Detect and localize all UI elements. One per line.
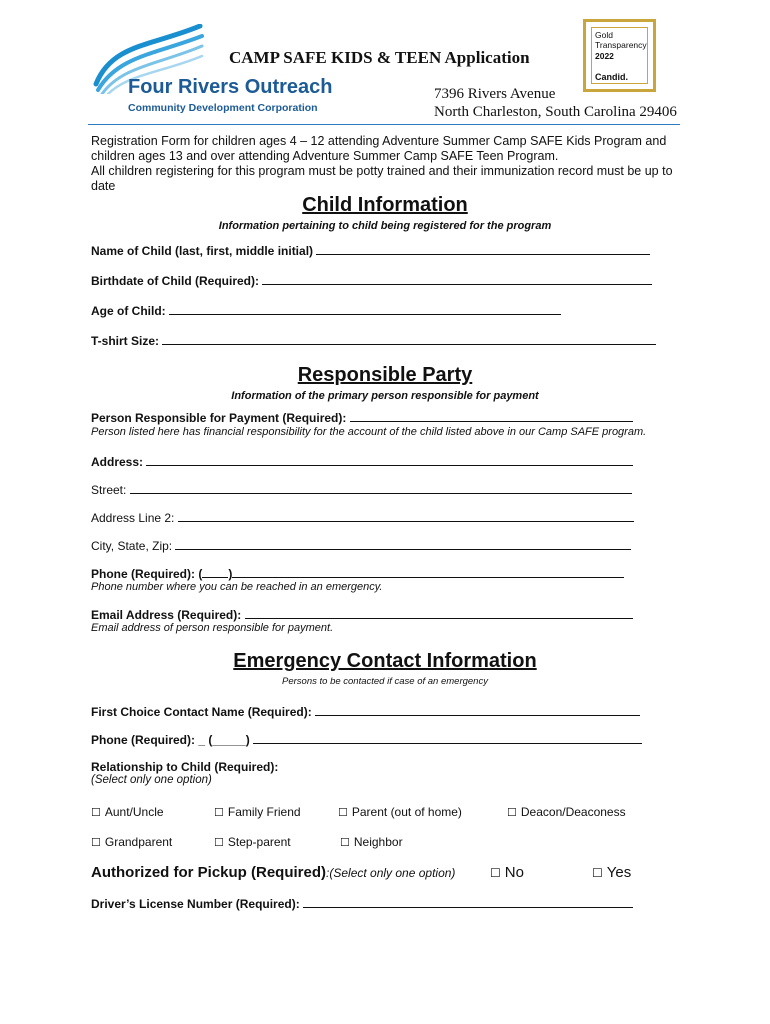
address2-row (91, 510, 634, 525)
checkbox-icon[interactable]: ☐ (214, 807, 224, 819)
email-label: Email Address (Required): (91, 608, 242, 622)
pickup-row (91, 864, 455, 882)
option-step-parent[interactable] (214, 835, 291, 849)
phone-label: Phone (Required): ( (91, 567, 203, 581)
payer-label: Person Responsible for Payment (Required): (91, 411, 347, 425)
intro-line-4: date (91, 179, 116, 193)
checkbox-icon[interactable]: ☐ (214, 837, 224, 849)
child-subheading: Information pertaining to child being registered for the program (218, 220, 552, 232)
emergency-section-header (0, 650, 770, 687)
street-row (91, 482, 632, 497)
option-label: Grandparent (104, 835, 173, 849)
phone-area-code-field[interactable] (202, 566, 228, 578)
form-title: CAMP SAFE KIDS & TEEN Application (229, 48, 530, 67)
intro-text (91, 134, 673, 194)
payer-row (91, 410, 633, 425)
responsible-subheading: Information of the primary person responsible for payment (231, 390, 539, 402)
city-row (91, 538, 631, 553)
pickup-no-option[interactable] (490, 864, 524, 881)
email-field[interactable] (245, 607, 633, 619)
option-family-friend[interactable] (214, 805, 301, 819)
option-parent-out-of-home[interactable] (338, 805, 462, 819)
responsible-heading: Responsible Party (297, 364, 473, 386)
badge-gold: Gold (595, 30, 613, 40)
tshirt-field[interactable] (162, 333, 656, 345)
checkbox-icon[interactable]: ☐ (91, 807, 101, 819)
address2-field[interactable] (178, 510, 634, 522)
address-label: Address: (91, 455, 144, 469)
phone-row (91, 566, 624, 581)
address-row (91, 454, 633, 469)
first-choice-label: First Choice Contact Name (Required): (91, 705, 312, 719)
first-choice-row (91, 704, 640, 719)
tshirt-label: T-shirt Size: (91, 334, 160, 348)
city-field[interactable] (175, 538, 631, 550)
responsible-section-header (0, 364, 770, 402)
payer-note: Person listed here has financial responsibility for the account of the child listed above in our Camp SAFE program. (91, 426, 647, 438)
option-label: Step-parent (227, 835, 291, 849)
license-field[interactable] (303, 896, 633, 908)
option-deacon-deaconess[interactable] (507, 805, 626, 819)
relationship-label: Relationship to Child (Required): (91, 760, 279, 774)
checkbox-icon[interactable]: ☐ (340, 837, 350, 849)
emergency-heading: Emergency Contact Information (233, 650, 537, 672)
child-name-row (91, 243, 650, 258)
option-aunt-uncle[interactable] (91, 805, 164, 819)
checkbox-icon[interactable]: ☐ (592, 866, 603, 880)
org-address-line1: 7396 Rivers Avenue (434, 86, 556, 102)
checkbox-icon[interactable]: ☐ (338, 807, 348, 819)
email-note: Email address of person responsible for payment. (91, 622, 334, 634)
phone-paren: ) (228, 567, 233, 581)
pickup-label: Authorized for Pickup (Required) (91, 864, 327, 881)
checkbox-icon[interactable]: ☐ (507, 807, 517, 819)
option-label: Family Friend (227, 805, 301, 819)
emergency-phone-field[interactable] (253, 732, 642, 744)
street-label: Street: (91, 483, 127, 497)
option-label: Deacon/Deaconess (520, 805, 626, 819)
emergency-phone-label: Phone (Required): _ (_____) (91, 733, 250, 747)
intro-line-3: All children registering for this program must be potty trained and their immunization record must be up to (91, 164, 673, 178)
option-label: Parent (out of home) (351, 805, 462, 819)
license-label: Driver’s License Number (Required): (91, 897, 300, 911)
phone-note: Phone number where you can be reached in an emergency. (91, 581, 383, 593)
option-neighbor[interactable] (340, 835, 403, 849)
org-logo (92, 24, 333, 116)
age-label: Age of Child: (91, 304, 166, 318)
org-name: Four Rivers Outreach (128, 76, 333, 98)
checkbox-icon[interactable]: ☐ (91, 837, 101, 849)
intro-line-1: Registration Form for children ages 4 – 12 attending Adventure Summer Camp SAFE Kids Program and (91, 134, 667, 148)
pickup-yes-option[interactable] (592, 864, 631, 881)
city-label: City, State, Zip: (91, 539, 173, 553)
option-label: Neighbor (353, 835, 403, 849)
emergency-phone-row (91, 732, 642, 747)
badge-transparency: Transparency (595, 40, 647, 50)
street-field[interactable] (130, 482, 632, 494)
relationship-note: (Select only one option) (91, 774, 212, 786)
age-field[interactable] (169, 303, 561, 315)
child-name-field[interactable] (316, 243, 650, 255)
phone-number-field[interactable] (232, 566, 624, 578)
license-row (91, 896, 633, 911)
transparency-badge (583, 19, 656, 92)
address2-label: Address Line 2: (91, 511, 175, 525)
option-grandparent[interactable] (91, 835, 172, 849)
org-address-line2: North Charleston, South Carolina 29406 (434, 104, 677, 120)
checkbox-icon[interactable]: ☐ (490, 866, 501, 880)
header-rule (88, 124, 680, 125)
child-age-row (91, 303, 561, 318)
child-tshirt-row (91, 333, 656, 348)
child-section-header (0, 194, 770, 232)
first-choice-field[interactable] (315, 704, 640, 716)
child-heading: Child Information (302, 194, 468, 216)
birthdate-label: Birthdate of Child (Required): (91, 274, 259, 288)
payer-field[interactable] (350, 410, 633, 422)
address-field[interactable] (146, 454, 633, 466)
pickup-no-label: No (504, 864, 524, 881)
birthdate-field[interactable] (262, 273, 652, 285)
email-row (91, 607, 633, 622)
badge-year: 2022 (595, 51, 614, 61)
pickup-yes-label: Yes (606, 864, 632, 881)
org-subtitle: Community Development Corporation (128, 102, 318, 114)
intro-line-2: children ages 13 and over attending Adventure Summer Camp SAFE Teen Program. (91, 149, 559, 163)
emergency-subheading: Persons to be contacted if case of an emergency (282, 676, 488, 687)
option-label: Aunt/Uncle (104, 805, 164, 819)
child-name-label: Name of Child (last, first, middle initial) (91, 244, 314, 258)
child-birthdate-row (91, 273, 652, 288)
badge-brand: Candid. (595, 72, 628, 82)
pickup-note: :(Select only one option) (326, 866, 456, 880)
